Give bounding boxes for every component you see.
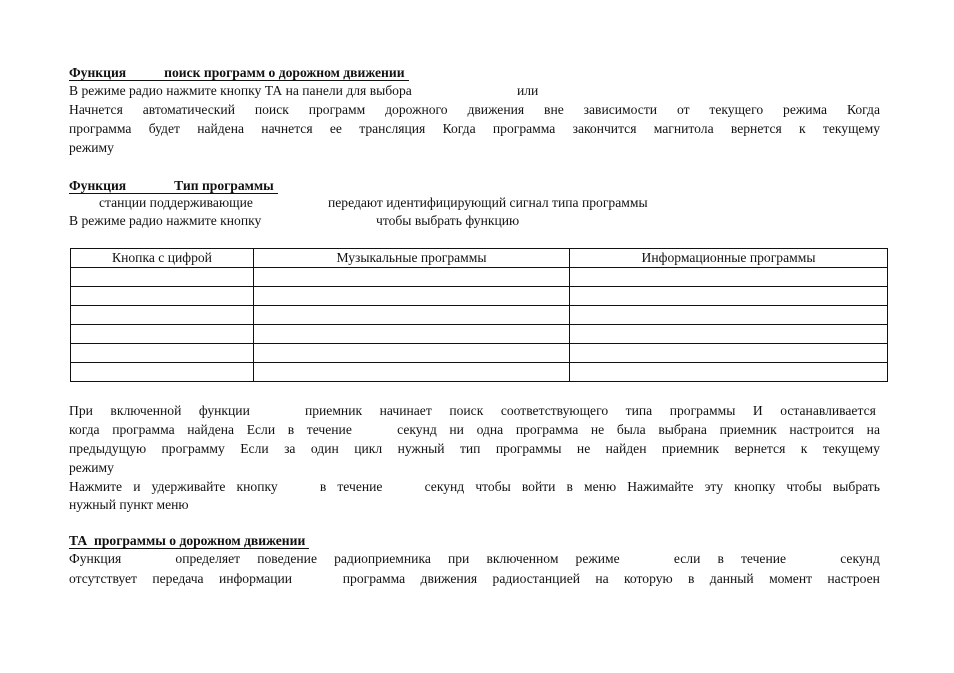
- table-cell: [254, 344, 570, 363]
- text-line: режиму: [69, 460, 114, 475]
- heading-part: поиск программ о дорожном движении: [164, 65, 405, 80]
- word: в: [319, 479, 327, 494]
- heading-part: Тип программы: [174, 178, 274, 193]
- text-line: В режиме радио нажмите кнопку ТА на панели для выбора: [69, 83, 412, 98]
- heading-underline: [69, 178, 278, 194]
- table-cell: [254, 325, 570, 344]
- word: зависимости: [583, 102, 658, 117]
- justified-line: [69, 420, 880, 439]
- word: Когда: [442, 121, 476, 136]
- table-cell: [570, 306, 888, 325]
- table-cell: [570, 363, 888, 382]
- word: одна: [476, 422, 504, 437]
- word: программы: [669, 403, 736, 418]
- word: в: [566, 479, 573, 494]
- column-header-info-programs: Информационные программы: [570, 249, 888, 268]
- word: трансляция: [359, 121, 426, 136]
- word: и: [133, 479, 141, 494]
- word: приемник: [304, 403, 363, 418]
- heading-underline: [69, 65, 409, 81]
- word: удерживайте: [151, 479, 226, 494]
- word: секунд: [840, 551, 880, 566]
- word: на: [595, 571, 609, 586]
- word: включенной: [110, 403, 182, 418]
- word: функции: [198, 403, 250, 418]
- table-cell: [570, 344, 888, 363]
- word: поведение: [257, 551, 317, 566]
- table-header-row: [71, 249, 888, 268]
- table-cell: [71, 325, 254, 344]
- word: программ: [308, 102, 366, 117]
- table-cell: [570, 325, 888, 344]
- table-cell: [254, 306, 570, 325]
- text-gap: [803, 549, 823, 568]
- word: программу: [161, 441, 225, 456]
- justified-line: [69, 439, 880, 458]
- table-row: [71, 306, 888, 325]
- word: соответствующего: [500, 403, 609, 418]
- word: автоматический: [142, 102, 235, 117]
- word: была: [616, 422, 646, 437]
- word: секунд: [424, 479, 465, 494]
- word: в: [717, 551, 724, 566]
- justified-line: [69, 119, 880, 138]
- word: Нажимайте: [627, 479, 694, 494]
- table-cell: [71, 287, 254, 306]
- justified-line: [69, 401, 876, 420]
- text-line: нужный пункт меню: [69, 497, 189, 512]
- word: программа: [492, 121, 556, 136]
- heading-underline: ТА программы о дорожном движении: [69, 533, 309, 549]
- word: момент: [769, 571, 813, 586]
- word: приемник: [661, 441, 720, 456]
- word: в: [688, 571, 695, 586]
- text-line: режиму: [69, 140, 114, 155]
- word: за: [284, 441, 296, 456]
- word: информации: [218, 571, 293, 586]
- text-gap: [637, 549, 657, 568]
- word: режиме: [575, 551, 620, 566]
- table-cell: [254, 363, 570, 382]
- text-gap: [138, 549, 158, 568]
- word: течение: [740, 551, 787, 566]
- word: магнитола: [653, 121, 714, 136]
- column-header-number-button: Кнопка с цифрой: [71, 249, 254, 268]
- word: найдена: [197, 121, 245, 136]
- word: выбрать: [832, 479, 880, 494]
- word: определяет: [175, 551, 241, 566]
- text-gap: [307, 569, 327, 588]
- word: режима: [783, 102, 828, 117]
- word: включенном: [486, 551, 559, 566]
- word: эту: [704, 479, 723, 494]
- word: радиоприемника: [334, 551, 431, 566]
- word: найдена: [187, 422, 235, 437]
- text-gap: [394, 477, 414, 496]
- word: начинает: [379, 403, 432, 418]
- word: предыдущую: [69, 441, 147, 456]
- word: нужный: [397, 441, 445, 456]
- word: программы: [495, 441, 562, 456]
- word: чтобы: [475, 479, 511, 494]
- word: течение: [306, 422, 352, 437]
- word: если: [673, 551, 701, 566]
- word: не: [590, 422, 605, 437]
- section-heading-ta: [69, 531, 880, 550]
- word: будет: [148, 121, 180, 136]
- word: цикл: [354, 441, 383, 456]
- word: дорожного: [385, 102, 448, 117]
- word: поиск: [254, 102, 289, 117]
- word: на: [866, 422, 880, 437]
- table-row: [71, 344, 888, 363]
- justified-line: [69, 569, 880, 588]
- word: ни: [449, 422, 464, 437]
- table-cell: [71, 306, 254, 325]
- word: течение: [337, 479, 383, 494]
- text-line: чтобы выбрать функцию: [376, 213, 520, 228]
- heading-part: Функция: [69, 65, 127, 80]
- word: программа: [342, 571, 406, 586]
- heading-part: Функция: [69, 178, 127, 193]
- word: приемник: [719, 422, 777, 437]
- word: передача: [152, 571, 204, 586]
- word: не: [576, 441, 591, 456]
- word: радиостанцией: [492, 571, 581, 586]
- word: данный: [709, 571, 754, 586]
- word: программа: [112, 422, 175, 437]
- word: найден: [605, 441, 647, 456]
- word: войти: [521, 479, 556, 494]
- table-cell: [254, 268, 570, 287]
- word: программа: [69, 121, 132, 136]
- text-gap: [289, 477, 309, 496]
- justified-line: [69, 477, 880, 496]
- table-cell: [570, 268, 888, 287]
- word: отсутствует: [69, 571, 138, 586]
- column-header-music-programs: Музыкальные программы: [254, 249, 570, 268]
- text-line: станции поддерживающие: [99, 195, 253, 210]
- word: выбрана: [658, 422, 707, 437]
- text-line: передают идентифицирующий сигнал типа программы: [328, 195, 648, 210]
- word: И: [752, 403, 763, 418]
- word: Начнется: [69, 102, 123, 117]
- word: к: [800, 441, 808, 456]
- justified-line: [69, 549, 880, 568]
- word: от: [676, 102, 690, 117]
- word: Если: [240, 441, 269, 456]
- word: Нажмите: [69, 479, 123, 494]
- word: вне: [544, 102, 564, 117]
- word: типа: [625, 403, 653, 418]
- word: закончится: [572, 121, 637, 136]
- program-type-table: [70, 248, 888, 382]
- word: к: [799, 121, 806, 136]
- word: Если: [246, 422, 276, 437]
- word: текущего: [709, 102, 764, 117]
- word: останавливается: [780, 403, 876, 418]
- word: программа: [515, 422, 579, 437]
- table-row: [71, 325, 888, 344]
- word: при: [447, 551, 470, 566]
- word: Функция: [69, 551, 122, 566]
- word: текущему: [822, 441, 880, 456]
- text-gap: [267, 401, 287, 420]
- word: движения: [467, 102, 525, 117]
- word: в: [287, 422, 295, 437]
- table-cell: [71, 363, 254, 382]
- table-cell: [254, 287, 570, 306]
- text-line: или: [517, 83, 539, 98]
- word: Когда: [846, 102, 880, 117]
- word: вернется: [730, 121, 782, 136]
- word: тип: [459, 441, 481, 456]
- table-cell: [570, 287, 888, 306]
- word: вернется: [734, 441, 786, 456]
- text-gap: [365, 420, 385, 439]
- section-heading-traffic-search: [69, 63, 880, 82]
- word: когда: [69, 422, 100, 437]
- word: которую: [624, 571, 673, 586]
- word: ее: [329, 121, 342, 136]
- word: текущему: [822, 121, 880, 136]
- word: меню: [584, 479, 617, 494]
- word: один: [310, 441, 339, 456]
- word: настроится: [789, 422, 855, 437]
- word: поиск: [449, 403, 484, 418]
- word: начнется: [261, 121, 313, 136]
- word: кнопку: [734, 479, 776, 494]
- table-row: [71, 268, 888, 287]
- table-cell: [71, 268, 254, 287]
- word: настроен: [827, 571, 880, 586]
- word: чтобы: [786, 479, 822, 494]
- justified-line: [69, 100, 880, 119]
- word: кнопку: [236, 479, 278, 494]
- table-row: [71, 287, 888, 306]
- word: движения: [420, 571, 478, 586]
- table-cell: [71, 344, 254, 363]
- word: секунд: [397, 422, 437, 437]
- text-line: В режиме радио нажмите кнопку: [69, 213, 262, 228]
- table-row: [71, 363, 888, 382]
- word: При: [69, 403, 93, 418]
